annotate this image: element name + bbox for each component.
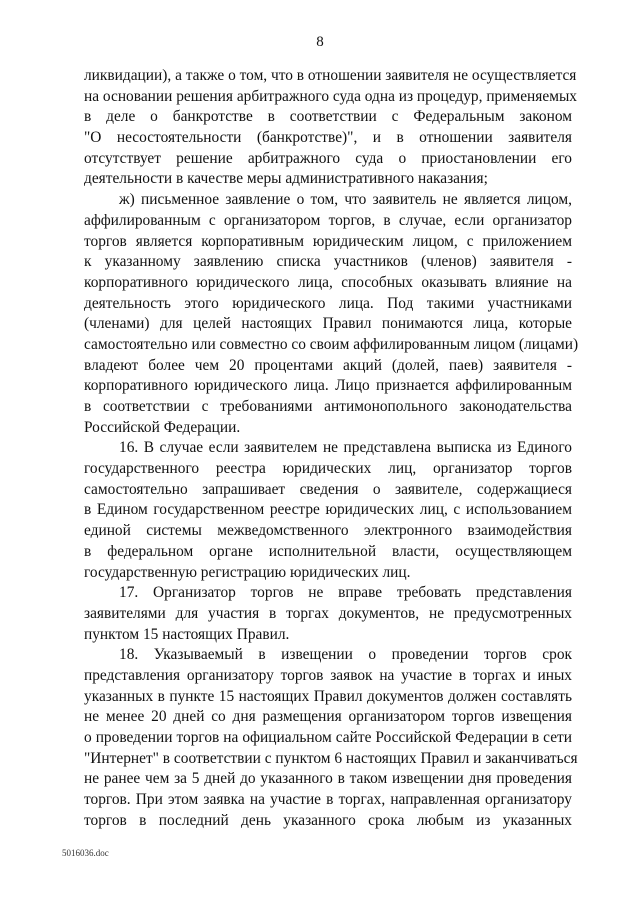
text-line: Российской Федерации. — [84, 418, 241, 436]
text-line: "О несостоятельности (банкротстве)", и в отношении заявителя — [84, 129, 572, 147]
text-line: заявителями для участия в торгах документов, не предусмотренных — [84, 604, 572, 622]
text-line: деятельность этого юридического лица. Под такими участниками — [84, 294, 572, 312]
text-line: к указанному заявлению списка участников (членов) заявителя - — [84, 253, 572, 271]
text-line: торгов в последний день указанного срока любым из указанных — [84, 811, 572, 829]
text-line: (членами) для целей настоящих Правил понимаются лица, которые — [84, 315, 572, 333]
text-line: пунктом 15 настоящих Правил. — [84, 625, 290, 643]
text-line: "Интернет" в соответствии с пунктом 6 настоящих Правил и заканчиваться — [84, 749, 578, 767]
text-line: государственного реестра юридических лиц, организатор торгов — [84, 460, 572, 478]
text-line: торгов. При этом заявка на участие в торгах, направленная организатору — [84, 791, 572, 809]
paragraph-start: 18. Указываемый в извещении о проведении торгов срок — [119, 646, 572, 664]
paragraph-start: 16. В случае если заявителем не представлена выписка из Единого — [119, 439, 572, 457]
text-line: корпоративного юридического лица, способных оказывать влияние на — [84, 273, 572, 291]
text-line: ликвидации), а также о том, что в отношении заявителя не осуществляется — [84, 67, 577, 84]
text-line: самостоятельно запрашивает сведения о заявителе, содержащиеся — [84, 480, 572, 498]
text-line: государственную регистрацию юридических лиц. — [84, 563, 411, 581]
text-line: аффилированным с организатором торгов, в случае, если организатор — [84, 211, 572, 229]
document-file-id: 5016036.doc — [62, 848, 109, 858]
paragraph-start: 17. Организатор торгов не вправе требовать представления — [119, 584, 572, 602]
text-line: деятельности в качестве меры административного наказания; — [84, 170, 488, 188]
text-line: в соответствии с требованиями антимонопольного законодательства — [84, 398, 572, 415]
text-line: отсутствует решение арбитражного суда о приостановлении его — [84, 149, 572, 167]
text-line: указанных в пункте 15 настоящих Правил документов должен составлять — [84, 687, 572, 705]
text-line: о проведении торгов на официальном сайте Российской Федерации в сети — [84, 729, 572, 746]
text-line: представления организатору торгов заявок на участие в торгах и иных — [84, 666, 572, 684]
text-line: в федеральном органе исполнительной власти, осуществляющем — [84, 542, 572, 560]
text-line: самостоятельно или совместно со своим аффилированным лицом (лицами) — [84, 335, 579, 353]
text-line: торгов является корпоративным юридическим лицом, с приложением — [84, 232, 572, 250]
text-line: единой системы межведомственного электронного взаимодействия — [84, 522, 572, 540]
page-number: 8 — [316, 34, 324, 50]
text-line: в деле о банкротстве в соответствии с Федеральным законом — [84, 108, 572, 126]
text-line: корпоративного юридического лица. Лицо признается аффилированным — [84, 377, 572, 395]
text-line: не менее 20 дней со дня размещения организатором торгов извещения — [84, 708, 572, 726]
text-line: в Едином государственном реестре юридических лиц, с использованием — [84, 501, 572, 519]
text-line: не ранее чем за 5 дней до указанного в таком извещении дня проведения — [84, 770, 572, 788]
text-line: владеют более чем 20 процентами акций (долей, паев) заявителя - — [84, 356, 572, 374]
paragraph-start: ж) письменное заявление о том, что заявитель не является лицом, — [119, 191, 572, 209]
document-body — [84, 66, 579, 831]
text-line: на основании решения арбитражного суда одна из процедур, применяемых — [84, 87, 577, 105]
